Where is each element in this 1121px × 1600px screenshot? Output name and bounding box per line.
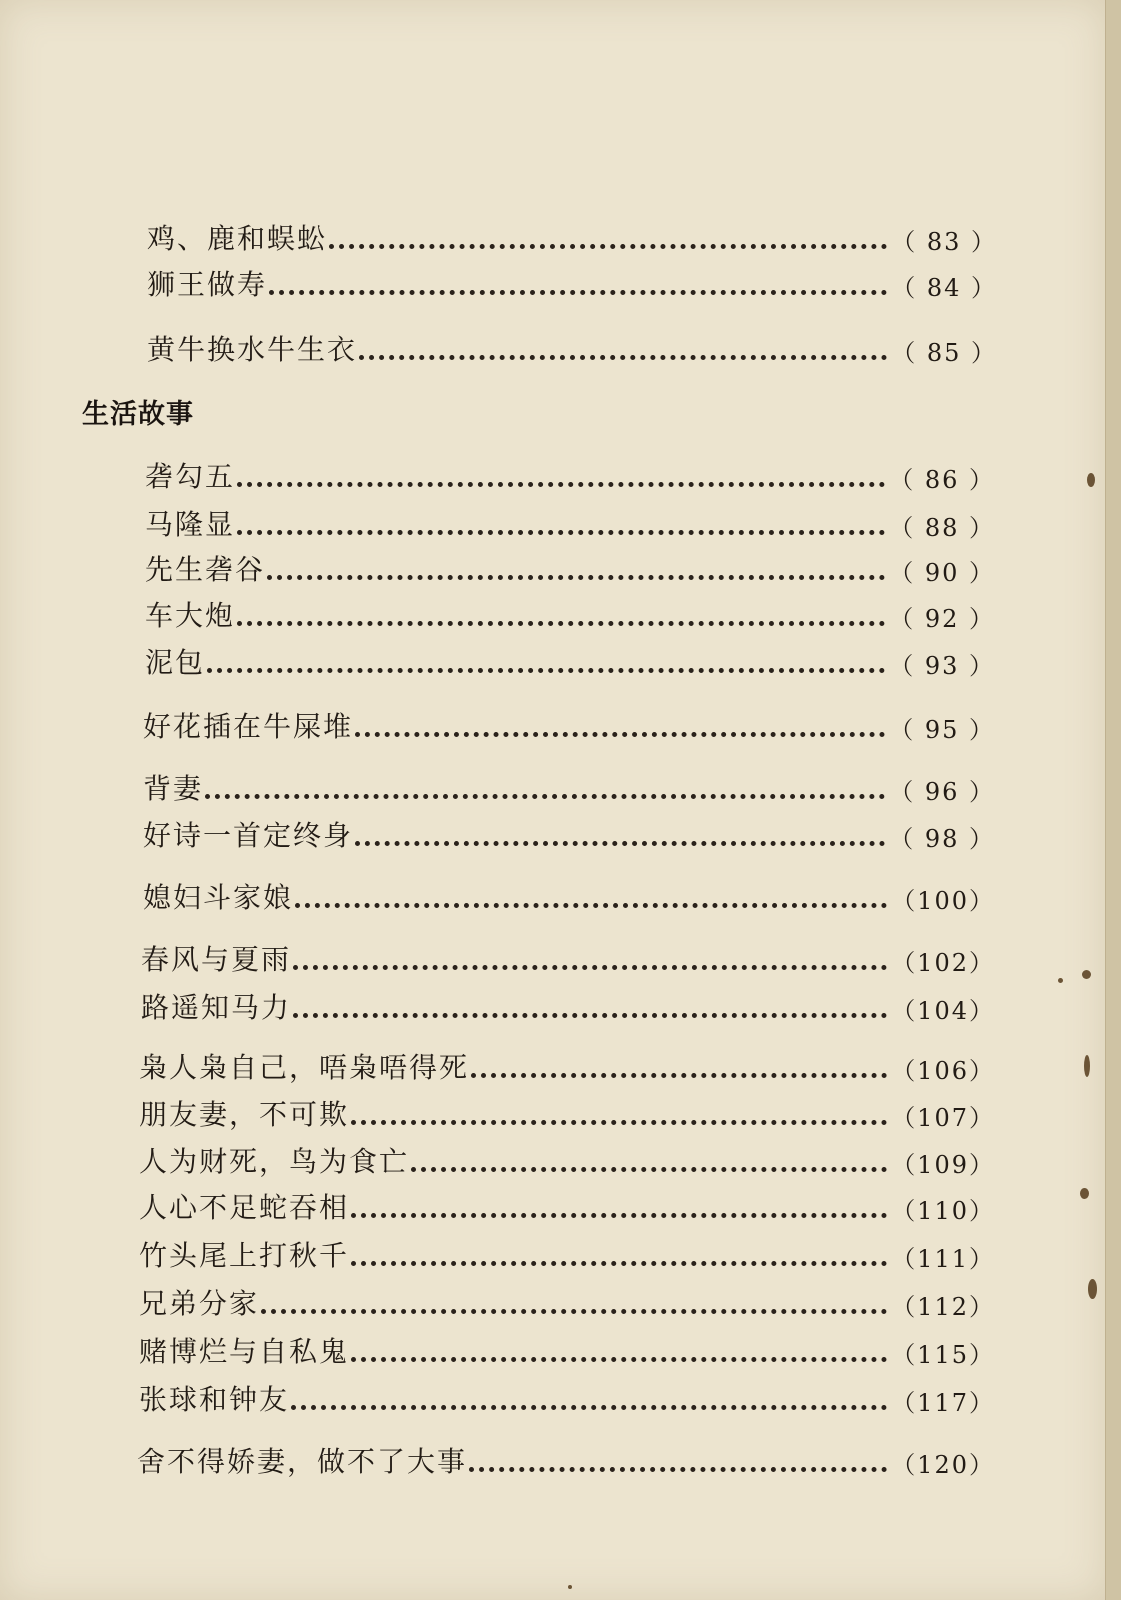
entry-title: 好花插在牛屎堆 — [143, 710, 354, 743]
dot-leader — [355, 732, 885, 737]
entry-title: 人为财死，鸟为食亡 — [139, 1145, 410, 1178]
entry-page-number: （115） — [891, 1341, 995, 1369]
toc-entry — [139, 1186, 995, 1226]
page-edge — [1105, 0, 1121, 1600]
entry-title: 泥包 — [145, 646, 206, 679]
dot-leader — [351, 1120, 887, 1125]
entry-title: 狮王做寿 — [147, 268, 268, 301]
toc-entry — [141, 986, 995, 1026]
entry-title: 砻勾五 — [145, 460, 236, 493]
entry-title: 鸡、鹿和蜈蚣 — [147, 222, 328, 255]
entry-title: 黄牛换水牛生衣 — [147, 333, 358, 366]
toc-entry — [139, 1330, 995, 1370]
dot-leader — [291, 1405, 887, 1410]
toc-entry — [145, 641, 995, 681]
dot-leader — [471, 1073, 887, 1078]
entry-title: 车大炮 — [145, 599, 236, 632]
dot-leader — [359, 355, 887, 360]
dot-leader — [261, 1309, 887, 1314]
entry-title: 先生砻谷 — [145, 553, 266, 586]
entry-title: 媳妇斗家娘 — [143, 881, 294, 914]
entry-page-number: （ 92 ） — [889, 605, 995, 633]
entry-page-number: （ 84 ） — [891, 274, 997, 302]
entry-title: 好诗一首定终身 — [143, 819, 354, 852]
entry-title: 马隆显 — [145, 508, 236, 541]
toc-entry — [143, 767, 995, 807]
toc-entry — [147, 263, 997, 303]
dot-leader — [237, 530, 885, 535]
entry-page-number: （ 88 ） — [889, 514, 995, 542]
dot-leader — [411, 1167, 887, 1172]
section-heading: 生活故事 — [82, 399, 194, 430]
dot-leader — [351, 1357, 887, 1362]
entry-title: 赌博烂与自私鬼 — [139, 1335, 350, 1368]
entry-title: 路遥知马力 — [141, 991, 292, 1024]
entry-page-number: （106） — [891, 1057, 995, 1085]
dot-leader — [205, 794, 885, 799]
dot-leader — [329, 244, 887, 249]
toc-entry — [143, 814, 995, 854]
dot-leader — [269, 290, 887, 295]
entry-page-number: （112） — [891, 1293, 995, 1321]
dot-leader — [207, 668, 885, 673]
dot-leader — [469, 1467, 887, 1472]
toc-entry — [143, 876, 995, 916]
entry-title: 张球和钟友 — [139, 1383, 290, 1416]
toc-entry — [145, 503, 995, 543]
entry-title: 竹头尾上打秋千 — [139, 1239, 350, 1272]
entry-title: 枭人枭自己，唔枭唔得死 — [139, 1051, 470, 1084]
entry-page-number: （102） — [891, 949, 995, 977]
entry-page-number: （ 98 ） — [889, 825, 995, 853]
toc-entry — [139, 1234, 995, 1274]
toc-entry — [147, 328, 997, 368]
entry-page-number: （ 90 ） — [889, 559, 995, 587]
toc-entry — [139, 1378, 995, 1418]
entry-page-number: （ 86 ） — [889, 466, 995, 494]
entry-title: 春风与夏雨 — [141, 943, 292, 976]
entry-page-number: （ 96 ） — [889, 778, 995, 806]
entry-page-number: （ 83 ） — [891, 228, 997, 256]
dot-leader — [237, 621, 885, 626]
dot-leader — [237, 482, 885, 487]
entry-title: 兄弟分家 — [139, 1287, 260, 1320]
toc-entry — [145, 548, 995, 588]
dot-leader — [355, 841, 885, 846]
entry-page-number: （ 85 ） — [891, 339, 997, 367]
entry-page-number: （110） — [891, 1197, 995, 1225]
toc-entry — [143, 705, 995, 745]
entry-page-number: （ 95 ） — [889, 716, 995, 744]
toc-entry — [145, 594, 995, 634]
dot-leader — [293, 1013, 887, 1018]
dot-leader — [295, 903, 887, 908]
entry-page-number: （120） — [891, 1451, 995, 1479]
entry-page-number: （111） — [891, 1245, 995, 1273]
entry-page-number: （107） — [891, 1104, 995, 1132]
toc-entry — [139, 1282, 995, 1322]
toc-entry — [137, 1440, 995, 1480]
entry-title: 朋友妻，不可欺 — [139, 1098, 350, 1131]
entry-page-number: （100） — [891, 887, 995, 915]
toc-entry — [139, 1140, 995, 1180]
toc-entry — [139, 1093, 995, 1133]
dot-leader — [351, 1261, 887, 1266]
toc-entry — [145, 455, 995, 495]
toc-entry — [139, 1046, 995, 1086]
entry-page-number: （109） — [891, 1151, 995, 1179]
toc-entry — [147, 217, 997, 257]
entry-page-number: （104） — [891, 997, 995, 1025]
dot-leader — [351, 1213, 887, 1218]
dot-leader — [293, 965, 887, 970]
entry-page-number: （117） — [891, 1389, 995, 1417]
entry-title: 人心不足蛇吞相 — [139, 1191, 350, 1224]
entry-page-number: （ 93 ） — [889, 652, 995, 680]
entry-title: 舍不得娇妻，做不了大事 — [137, 1445, 468, 1478]
entry-title: 背妻 — [143, 772, 204, 805]
dot-leader — [267, 575, 885, 580]
toc-entry — [141, 938, 995, 978]
